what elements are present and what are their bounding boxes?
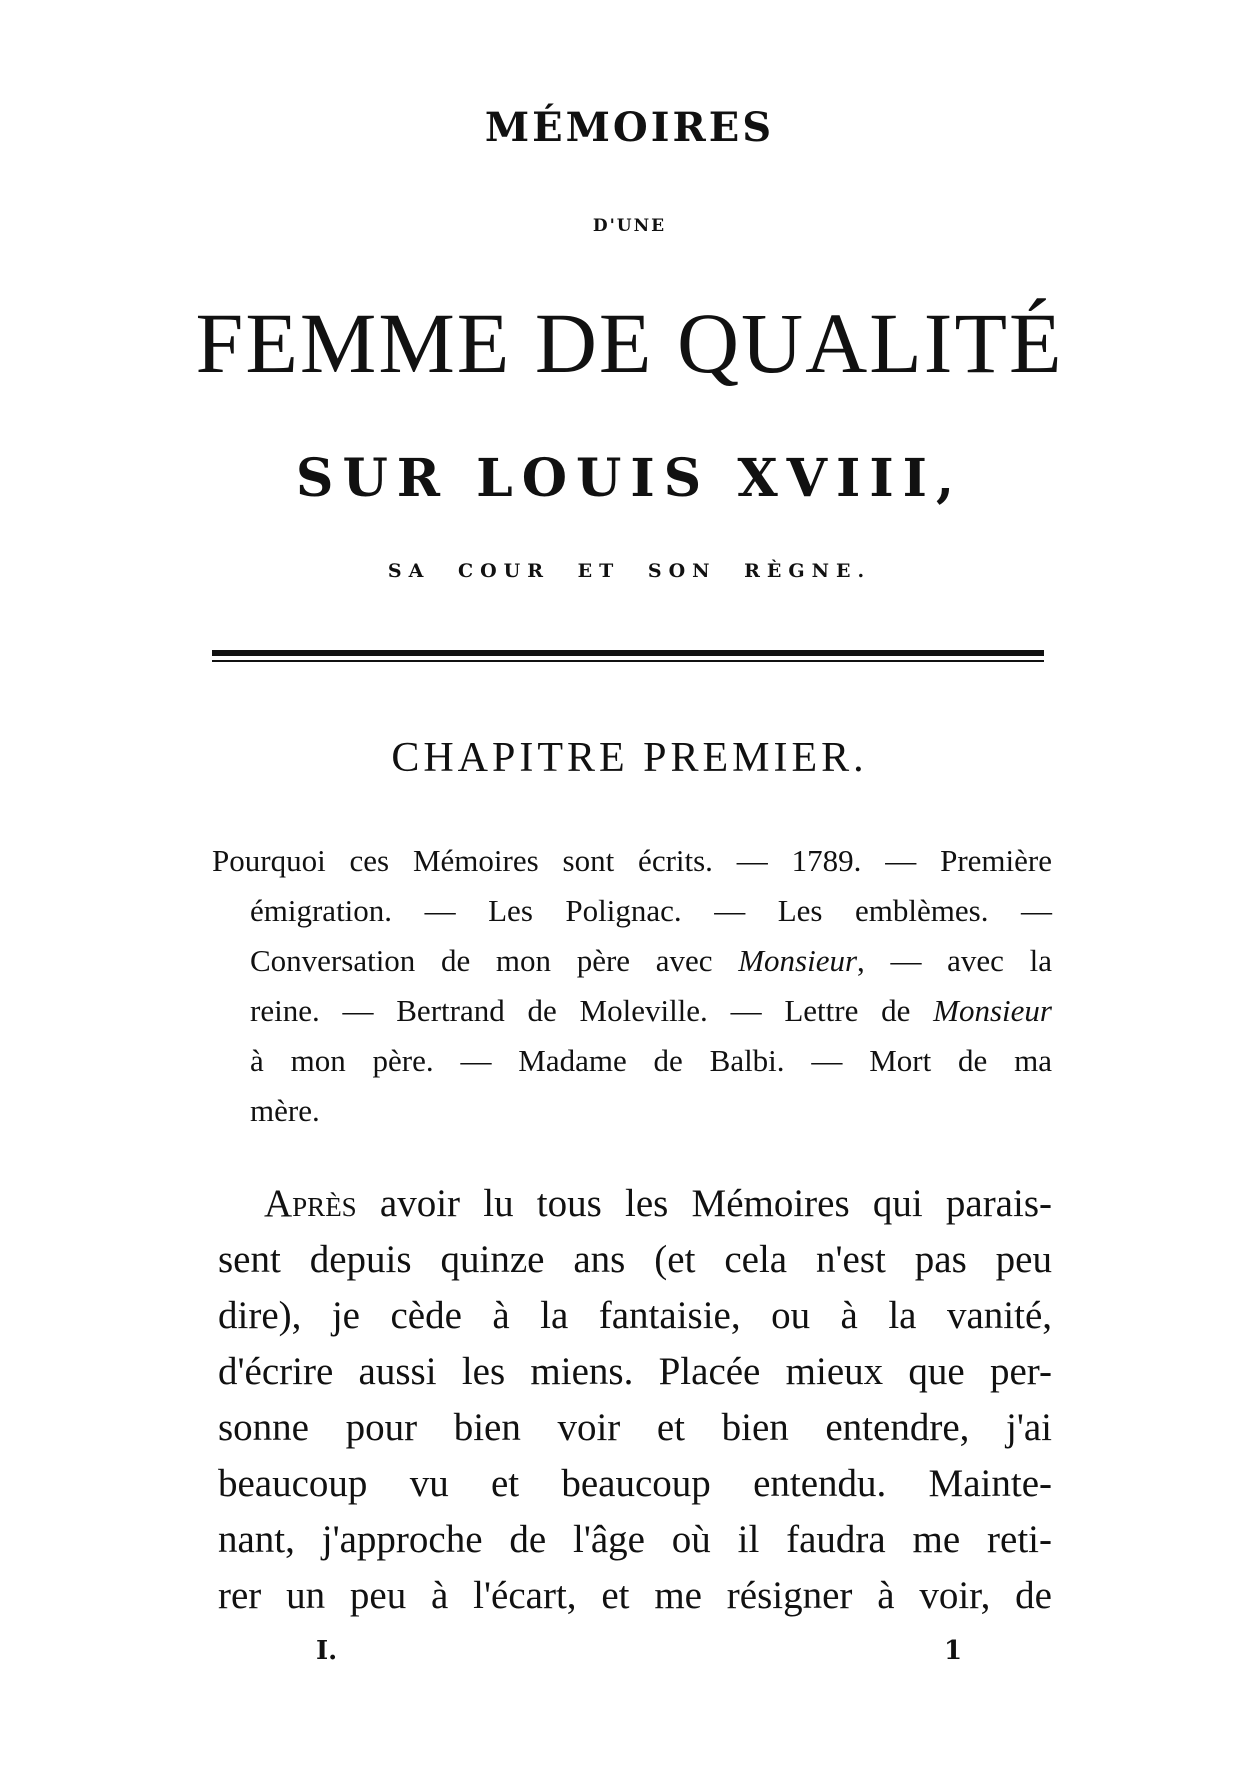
- body-line-1: [218, 1176, 1052, 1232]
- body-line-4: d'écrire aussi les miens. Placée mieux que per-: [218, 1350, 1052, 1393]
- body-line-7: nant, j'approche de l'âge où il faudra me reti-: [218, 1518, 1052, 1561]
- summary-line-2: émigration. — Les Polignac. — Les emblèmes. —: [250, 893, 1052, 928]
- body-line-3: dire), je cède à la fantaisie, ou à la vanité,: [218, 1294, 1052, 1337]
- body-first-word: Après: [264, 1182, 357, 1225]
- title-sa-cour-et-son-regne: SA COUR ET SON RÈGNE.: [387, 560, 872, 582]
- title-dune: D'UNE: [592, 216, 667, 236]
- summary-line-1: Pourquoi ces Mémoires sont écrits. — 1789. — Première: [212, 843, 1052, 878]
- chapter-summary: [212, 836, 1052, 1136]
- chapter-heading: CHAPITRE PREMIER.: [391, 735, 868, 781]
- body-line-5: sonne pour bien voir et bien entendre, j'ai: [218, 1406, 1052, 1449]
- body-line-1-rest: avoir lu tous les Mémoires qui parais-: [356, 1182, 1052, 1225]
- summary-line-5: à mon père. — Madame de Balbi. — Mort de ma: [250, 1043, 1052, 1078]
- sheet-number: 1: [944, 1636, 963, 1666]
- summary-line-3: [250, 936, 1052, 986]
- title-femme-de-qualite: FEMME DE QUALITÉ: [195, 295, 1064, 391]
- body-paragraph: [218, 1176, 1052, 1624]
- double-rule-divider: [212, 650, 1044, 664]
- summary-line-3-monsieur: Monsieur: [738, 943, 858, 978]
- summary-line-3-text-c: , — avec la: [857, 943, 1052, 978]
- signature-mark: I.: [316, 1636, 338, 1666]
- title-sur-louis-xviii: SUR LOUIS XVIII,: [295, 448, 964, 509]
- body-line-6: beaucoup vu et beaucoup entendu. Mainte-: [218, 1462, 1052, 1505]
- summary-line-4: [250, 986, 1052, 1036]
- body-line-8: rer un peu à l'écart, et me résigner à voir, de: [218, 1574, 1052, 1617]
- body-line-2: sent depuis quinze ans (et cela n'est pas peu: [218, 1238, 1052, 1281]
- rule-thin-line: [212, 660, 1044, 662]
- summary-line-4-monsieur: Monsieur: [933, 993, 1052, 1028]
- summary-line-4-text-a: reine. — Bertrand de Moleville. — Lettre de: [250, 993, 934, 1028]
- summary-line-3-text-a: Conversation de mon père avec: [250, 943, 739, 978]
- title-memoires: MÉMOIRES: [484, 104, 775, 151]
- rule-thick-line: [212, 650, 1044, 656]
- summary-line-6: mère.: [250, 1093, 320, 1128]
